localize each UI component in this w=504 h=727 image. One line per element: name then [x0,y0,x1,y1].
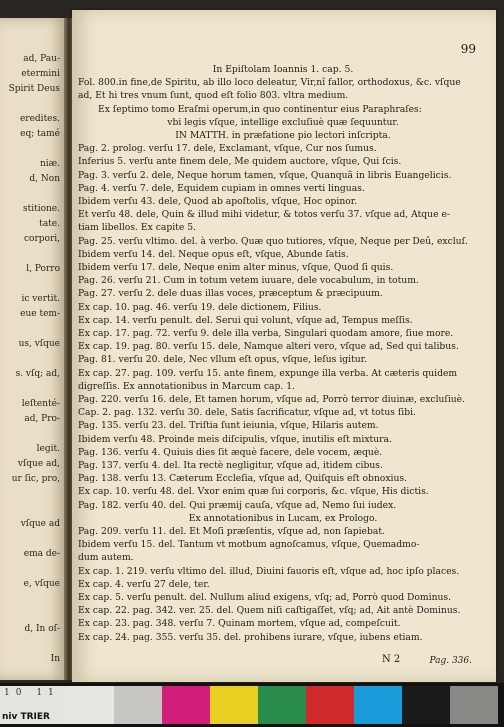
text-line: Ex cap. 10. pag. 46. verſu 19. dele dictionem, Filius. [78,301,322,313]
text-line: vbi legis vſque, intellige excluſiuè quæ ſequuntur. [167,116,399,128]
text-line: Pag. 220. verſu 16. dele, Et tamen horum, vſque ad, Porrò terror diuinæ, excluſiuè. [78,394,466,405]
left-page-line: etermini [21,69,60,79]
text-line: Pag. 135. verſu 23. del. Triſtia ſunt ieiunia, vſque, Hilaris autem. [78,420,379,432]
text-line: Ex ſeptimo tomo Eraſmi operum,in quo continentur eius Paraphraſes: [98,103,422,115]
left-page-line: d, Non [29,174,60,184]
text-line: IN MATTH. in præfatione pio lectori inſcripta. [175,130,391,141]
text-line: Ibidem verſu 14. del. Neque opus eſt, vſque, Abunde ſatis. [78,248,349,260]
color-swatch [450,686,498,724]
left-page-line: vſque ad, [17,459,60,469]
text-line: tiam libellos. Ex capite 5. [78,222,196,234]
left-page-line: tate. [39,219,60,229]
color-swatch [306,686,354,724]
left-page-line: ad, Pro- [24,414,60,424]
text-line: Ex cap. 1. 219. verſu vltimo del. illud, Diuini fauoris eſt, vſque ad, hoc ipſo places. [78,565,460,577]
left-page-line: s. vſq; ad, [15,369,60,379]
text-line: Pag. 2. prolog. verſu 17. dele, Exclamant, vſque, Cur nos ſumus. [78,143,377,155]
left-page-line: ic vertit. [21,294,60,304]
left-page-line: ad, Pau- [23,54,60,64]
text-line: Ex cap. 27. pag. 109. verſu 15. ante finem, expunge illa verba. At cæteris quidem [78,367,458,379]
left-page-line: eue tem- [20,309,60,319]
left-page-line: stitione. [22,204,60,214]
text-line: Pag. 25. verſu vltimo. del. à verbo. Quæ quo tutiores, vſque, Neque per Deû, excluſ. [78,235,468,247]
text-line: Pag. 136. verſu 4. Quiuis dies ſit æquè facere, dele vocem, æquè. [78,446,383,458]
left-page-fragment [0,18,66,680]
text-line: Ex cap. 14. verſu penult. del. Serui qui volunt, vſque ad, Tempus meſſis. [78,314,413,326]
text-line: Fol. 800.in fine,de Spiritu, ab illo loco deleatur, Vir,nî fallor, orthodoxus, &c. vſque [78,77,461,89]
color-swatch [114,686,162,724]
left-page-line: us, vſque [18,339,60,349]
text-line: Ex cap. 10. verſu 48. del. Vxor enim quæ ſui corporis, &c. vſque, His dictis. [78,486,429,498]
text-line: Pag. 137. verſu 4. del. Ita rectè negligitur, vſque ad, itidem cibus. [78,460,383,471]
text-line: Ex cap. 17. pag. 72. verſu 9. dele illa verba, Singulari quodam amore, ſiue more. [78,328,454,339]
text-line: Ibidem verſu 17. dele, Neque enim alter minus, vſque, Quod ſi quis. [78,262,394,273]
page-number: 99 [460,42,476,56]
book-page [72,10,496,682]
text-line: Ibidem verſu 48. Proinde meis diſcipulis, vſque, inutilis eſt mixtura. [78,433,392,445]
signature-mark: N 2 [382,654,401,665]
color-swatch [354,686,402,724]
text-line: Cap. 2. pag. 132. verſu 30. dele, Satis ſacrificatur, vſque ad, vt totus ſibi. [78,407,416,419]
text-line: Pag. 138. verſu 13. Cæterum Eccleſia, vſque ad, Quiſquis eſt obnoxius. [78,473,407,485]
text-line: Ibidem verſu 15. del. Tantum vt motbum agnoſcamus, vſque, Quemadmo- [78,539,420,551]
text-line: Pag. 182. verſu 40. del. Qui præmij cauſa, vſque ad, Nemo ſui iudex. [78,499,397,511]
scale-label: niv TRIER [2,712,50,722]
text-line: ad, Et hi tres vnum ſunt, quod eſt folio 803. vltra medium. [78,90,349,102]
text-line: Ex annotationibus in Lucam, ex Prologo. [188,512,378,524]
scale-ticks: 10 11 [4,688,60,698]
text-line: Pag. 26. verſu 21. Cum in totum vetem iuuare, dele vocabulum, in totum. [78,275,419,287]
color-swatch [162,686,210,724]
color-swatch [66,686,114,724]
text-line: In Epiſtolam Ioannis 1. cap. 5. [212,64,354,75]
text-line: Inferius 5. verſu ante finem dele, Me quidem auctore, vſque, Qui ſcis. [78,156,402,168]
text-line: Pag. 3. verſu 2. dele, Neque horum tamen, vſque, Quanquã in libris Euangelicis. [78,169,452,181]
left-page-line: ema de- [23,549,60,559]
left-page-line: eredites. [19,114,60,124]
text-line: Ibidem verſu 43. dele, Quod ab apoſtolis, vſque, Hoc opinor. [78,196,358,207]
scale-ruler [0,686,66,724]
color-swatch [402,686,450,724]
left-page-line: d, In oſ- [24,624,60,634]
left-page-line: l, Porro [26,264,60,274]
text-line: Pag. 81. verſu 20. dele, Nec vllum eſt opus, vſque, leſus igitur. [78,354,367,366]
left-page-line: legit. [36,444,60,454]
left-page-line: leſtenté- [21,399,60,409]
text-line: Ex cap. 22. pag. 342. ver. 25. del. Quem niſi caſtigaſſet, vſq; ad, Ait antè Dominus. [78,605,461,617]
left-page-line: vſque ad [20,519,60,529]
text-line: Et verſu 48. dele, Quin & illud mihi videtur, & totos verſu 37. vſque ad, Atque e- [78,209,450,221]
left-page-line: In [50,654,60,664]
color-swatch [210,686,258,724]
text-line: Pag. 209. verſu 11. del. Et Moſi præſentis, vſque ad, non ſapiebat. [78,526,385,537]
text-line: Ex cap. 19. pag. 80. verſu 15. dele, Namque alteri vero, vſque ad, Sed qui talibus. [78,341,459,353]
left-page-line: e, vſque [23,579,60,589]
page-reference: Pag. 336. [429,656,472,666]
text-line: Pag. 27. verſu 2. dele duas illas voces, præceptum & præcipuum. [78,288,383,300]
text-line: Ex cap. 24. pag. 355. verſu 35. del. prohibens iurare, vſque, iubens etiam. [78,631,423,643]
text-line: Ex cap. 23. pag. 348. verſu 7. Quinam mortem, vſque ad, compeſcuit. [78,618,401,630]
left-page-line: niæ. [40,159,60,169]
text-line: Pag. 4. verſu 7. dele, Equidem cupiam in omnes verti linguas. [78,182,365,194]
left-page-line: corpori, [24,234,60,244]
left-page-line: eq; tamé [20,129,60,139]
left-page-line: ur ſic, pro, [11,474,60,484]
text-line: Ex cap. 4. verſu 27 dele, ter. [78,578,210,590]
text-line: digreſſis. Ex annotationibus in Marcum cap. 1. [78,380,295,392]
text-line: dum autem. [78,552,134,564]
left-page-line: Spirit Deus [8,84,60,94]
color-swatch [258,686,306,724]
text-line: Ex cap. 5. verſu penult. del. Nullum aliud exigens, vſq; ad, Porrò quod Dominus. [78,592,452,603]
